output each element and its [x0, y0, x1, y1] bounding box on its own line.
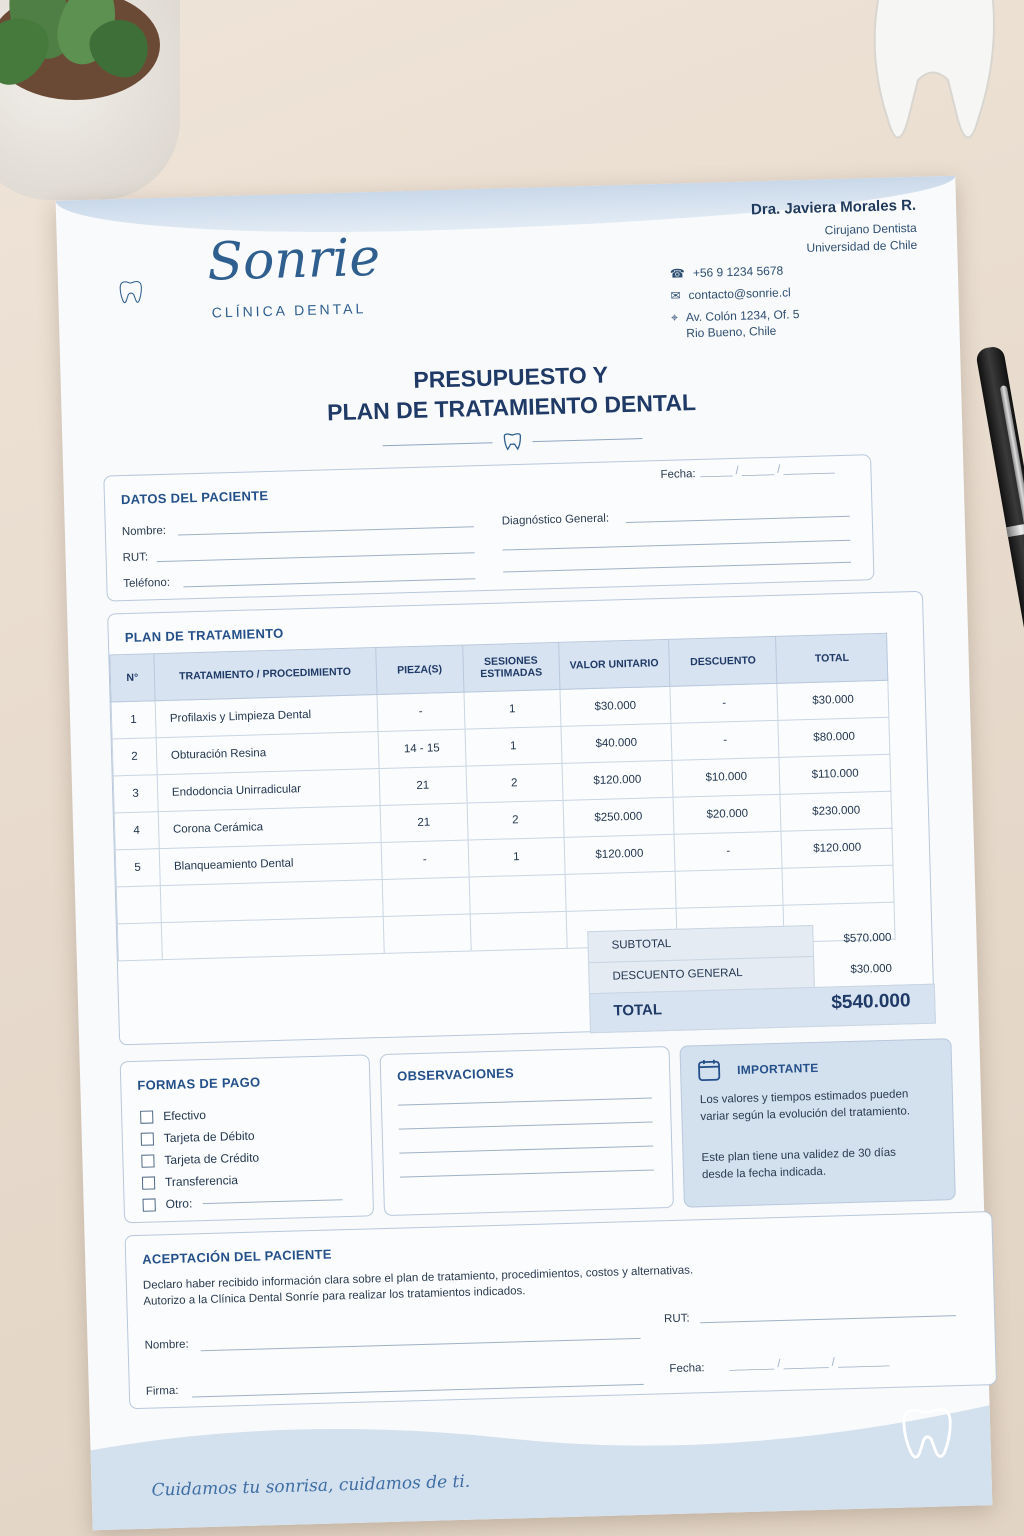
mail-icon: ✉: [670, 288, 681, 303]
date-label: Fecha:: [660, 468, 696, 482]
checkbox[interactable]: [141, 1154, 154, 1167]
observation-line[interactable]: [399, 1122, 653, 1130]
tooth-model-icon: [868, 0, 998, 160]
payment-options: [140, 1100, 343, 1216]
payment-option-debit[interactable]: Tarjeta de Débito: [141, 1122, 341, 1150]
table-cell: $110.000: [779, 754, 891, 794]
table-cell: $230.000: [780, 791, 892, 831]
other-field[interactable]: [202, 1199, 342, 1204]
acceptance-section: [125, 1211, 998, 1409]
acceptance-name-field[interactable]: [201, 1338, 641, 1351]
table-cell: [160, 879, 383, 922]
table-cell: [783, 865, 895, 905]
table-cell: $30.000: [560, 686, 672, 726]
table-cell: 1: [111, 701, 156, 739]
phone-label: Teléfono:: [123, 576, 171, 591]
rut-label: RUT:: [122, 551, 149, 565]
table-cell: Endodoncia Unirradicular: [157, 769, 380, 812]
subtotal-value: $570.000: [843, 931, 892, 946]
plan-heading: PLAN DE TRATAMIENTO: [124, 625, 284, 646]
important-text-2: Este plan tiene una validez de 30 días desde la fecha indicada.: [701, 1146, 897, 1182]
name-field[interactable]: [178, 526, 474, 535]
table-cell: -: [377, 692, 465, 731]
observation-line[interactable]: [400, 1169, 654, 1177]
brand-subtitle: CLÍNICA DENTAL: [211, 300, 367, 321]
table-cell: [161, 916, 384, 959]
table-cell: 14 - 15: [378, 729, 466, 768]
table-cell: 1: [468, 837, 565, 877]
table-cell: $250.000: [563, 797, 675, 837]
payment-heading: FORMAS DE PAGO: [137, 1074, 261, 1093]
table-cell: $80.000: [778, 717, 890, 757]
col-discount: DESCUENTO: [669, 636, 778, 686]
acceptance-text-2: Autorizo a la Clínica Dental Sonríe para realizar los tratamientos indicados.: [143, 1285, 526, 1308]
table-cell: [117, 923, 162, 961]
patient-data-section: [103, 454, 874, 601]
table-cell: $120.000: [781, 828, 893, 868]
important-heading: IMPORTANTE: [736, 1060, 819, 1078]
table-cell: [469, 874, 566, 914]
doctor-name: Dra. Javiera Morales R.: [750, 196, 917, 219]
phone-icon: ☎: [669, 266, 686, 281]
diagnosis-field-2[interactable]: [503, 540, 851, 551]
treatment-table: [109, 633, 895, 962]
table-cell: $120.000: [562, 760, 674, 800]
table-cell: $30.000: [777, 680, 889, 720]
email-text: contacto@sonrie.cl: [688, 285, 791, 303]
diagnosis-field-3[interactable]: [503, 562, 851, 573]
treatment-plan-section: [107, 591, 935, 1046]
discount-value: $30.000: [850, 962, 893, 976]
col-treatment: TRATAMIENTO / PROCEDIMIENTO: [154, 648, 377, 701]
table-cell: -: [670, 683, 778, 723]
col-total: TOTAL: [776, 633, 888, 683]
table-cell: 2: [112, 738, 157, 776]
location-icon: ⌖: [670, 310, 679, 325]
table-cell: 5: [115, 849, 160, 887]
rut-field[interactable]: [157, 552, 475, 562]
table-cell: 2: [466, 763, 563, 803]
table-cell: -: [381, 840, 469, 879]
signature-label: Firma:: [145, 1384, 179, 1398]
payment-section: [120, 1054, 374, 1223]
observation-line[interactable]: [399, 1146, 653, 1154]
table-cell: -: [671, 720, 779, 760]
acceptance-rut-field[interactable]: [700, 1315, 956, 1323]
totals-block: [587, 922, 934, 1032]
table-cell: 1: [464, 689, 561, 729]
table-cell: 1: [465, 726, 562, 766]
patient-heading: DATOS DEL PACIENTE: [120, 488, 269, 508]
payment-option-cash[interactable]: Efectivo: [140, 1100, 340, 1128]
table-cell: $120.000: [564, 834, 676, 874]
table-cell: 21: [379, 766, 467, 805]
subtotal-label: SUBTOTAL: [611, 937, 672, 952]
observations-section: [380, 1046, 674, 1216]
title-line2: PLAN DE TRATAMIENTO DENTAL: [326, 389, 697, 426]
checkbox[interactable]: [140, 1110, 153, 1123]
table-cell: [470, 911, 567, 951]
table-cell: 4: [114, 812, 159, 850]
table-cell: 2: [467, 800, 564, 840]
table-cell: Obturación Resina: [156, 732, 379, 775]
table-cell: $40.000: [561, 723, 673, 763]
table-cell: Corona Cerámica: [158, 806, 381, 849]
table-cell: Profilaxis y Limpieza Dental: [155, 695, 378, 738]
phone-text: +56 9 1234 5678: [692, 263, 784, 281]
acceptance-date-label: Fecha:: [669, 1362, 705, 1376]
doctor-info: [751, 197, 918, 259]
address-line1: Av. Colón 1234, Of. 5: [685, 307, 800, 325]
phone-field[interactable]: [183, 578, 475, 587]
table-cell: Blanqueamiento Dental: [159, 842, 382, 885]
important-section: [679, 1038, 955, 1208]
important-text-1: Los valores y tiempos estimados pueden variar según la evolución del tratamiento.: [699, 1088, 911, 1124]
tooth-logo-icon: [117, 245, 209, 337]
table-cell: -: [674, 831, 782, 871]
col-unit-value: VALOR UNITARIO: [558, 639, 670, 689]
col-sessions: SESIONES ESTIMADAS: [463, 642, 560, 692]
document-title: [60, 350, 961, 435]
table-cell: [383, 914, 471, 953]
title-line1: PRESUPUESTO Y: [413, 361, 609, 393]
discount-label: DESCUENTO GENERAL: [612, 966, 743, 983]
table-cell: [116, 886, 161, 924]
col-pieces: PIEZA(S): [375, 645, 464, 694]
contact-info: [670, 262, 801, 348]
diagnosis-label: Diagnóstico General:: [501, 512, 610, 528]
budget-document: [56, 176, 993, 1531]
observations-heading: OBSERVACIONES: [396, 1065, 515, 1084]
checkbox[interactable]: [142, 1176, 155, 1189]
name-label: Nombre:: [121, 524, 167, 539]
payment-option-credit[interactable]: Tarjeta de Crédito: [141, 1144, 341, 1172]
checkbox[interactable]: [142, 1198, 155, 1211]
total-label: TOTAL: [613, 1001, 663, 1020]
table-cell: [675, 868, 783, 908]
table-cell: $20.000: [673, 794, 781, 834]
signature-field[interactable]: [192, 1384, 644, 1398]
acceptance-text-1: Declaro haber recibido información clara sobre el plan de tratamiento, procedimientos, costos y alternativas.: [142, 1264, 694, 1292]
brand-name: Sonrie: [206, 227, 381, 293]
address-line2: Rio Bueno, Chile: [686, 323, 777, 341]
calendar-icon: [697, 1058, 722, 1083]
acceptance-date-field[interactable]: _______ / _______ / ________: [729, 1355, 890, 1372]
acceptance-name-label: Nombre:: [144, 1338, 189, 1352]
checkbox[interactable]: [141, 1132, 154, 1145]
payment-option-other[interactable]: Otro:: [142, 1188, 342, 1216]
footer-slogan: Cuidamos tu sonrisa, cuidamos de ti.: [151, 1471, 471, 1501]
footer-tooth-icon: [898, 1404, 958, 1464]
table-cell: [382, 877, 470, 916]
col-number: N°: [110, 654, 155, 702]
payment-option-transfer[interactable]: Transferencia: [142, 1166, 342, 1194]
acceptance-heading: ACEPTACIÓN DEL PACIENTE: [141, 1246, 332, 1267]
table-cell: 21: [380, 803, 468, 842]
observation-line[interactable]: [398, 1098, 652, 1106]
doctor-title: Cirujano Dentista: [824, 220, 917, 238]
acceptance-rut-label: RUT:: [663, 1312, 690, 1326]
date-field[interactable]: _____ / _____ / ________: [700, 462, 835, 478]
table-cell: $10.000: [672, 757, 780, 797]
table-cell: 3: [113, 775, 158, 813]
title-divider: [382, 429, 642, 456]
total-value: $540.000: [831, 990, 911, 1014]
doctor-university: Universidad de Chile: [806, 237, 918, 255]
diagnosis-field[interactable]: [626, 516, 850, 523]
table-cell: [565, 871, 677, 911]
